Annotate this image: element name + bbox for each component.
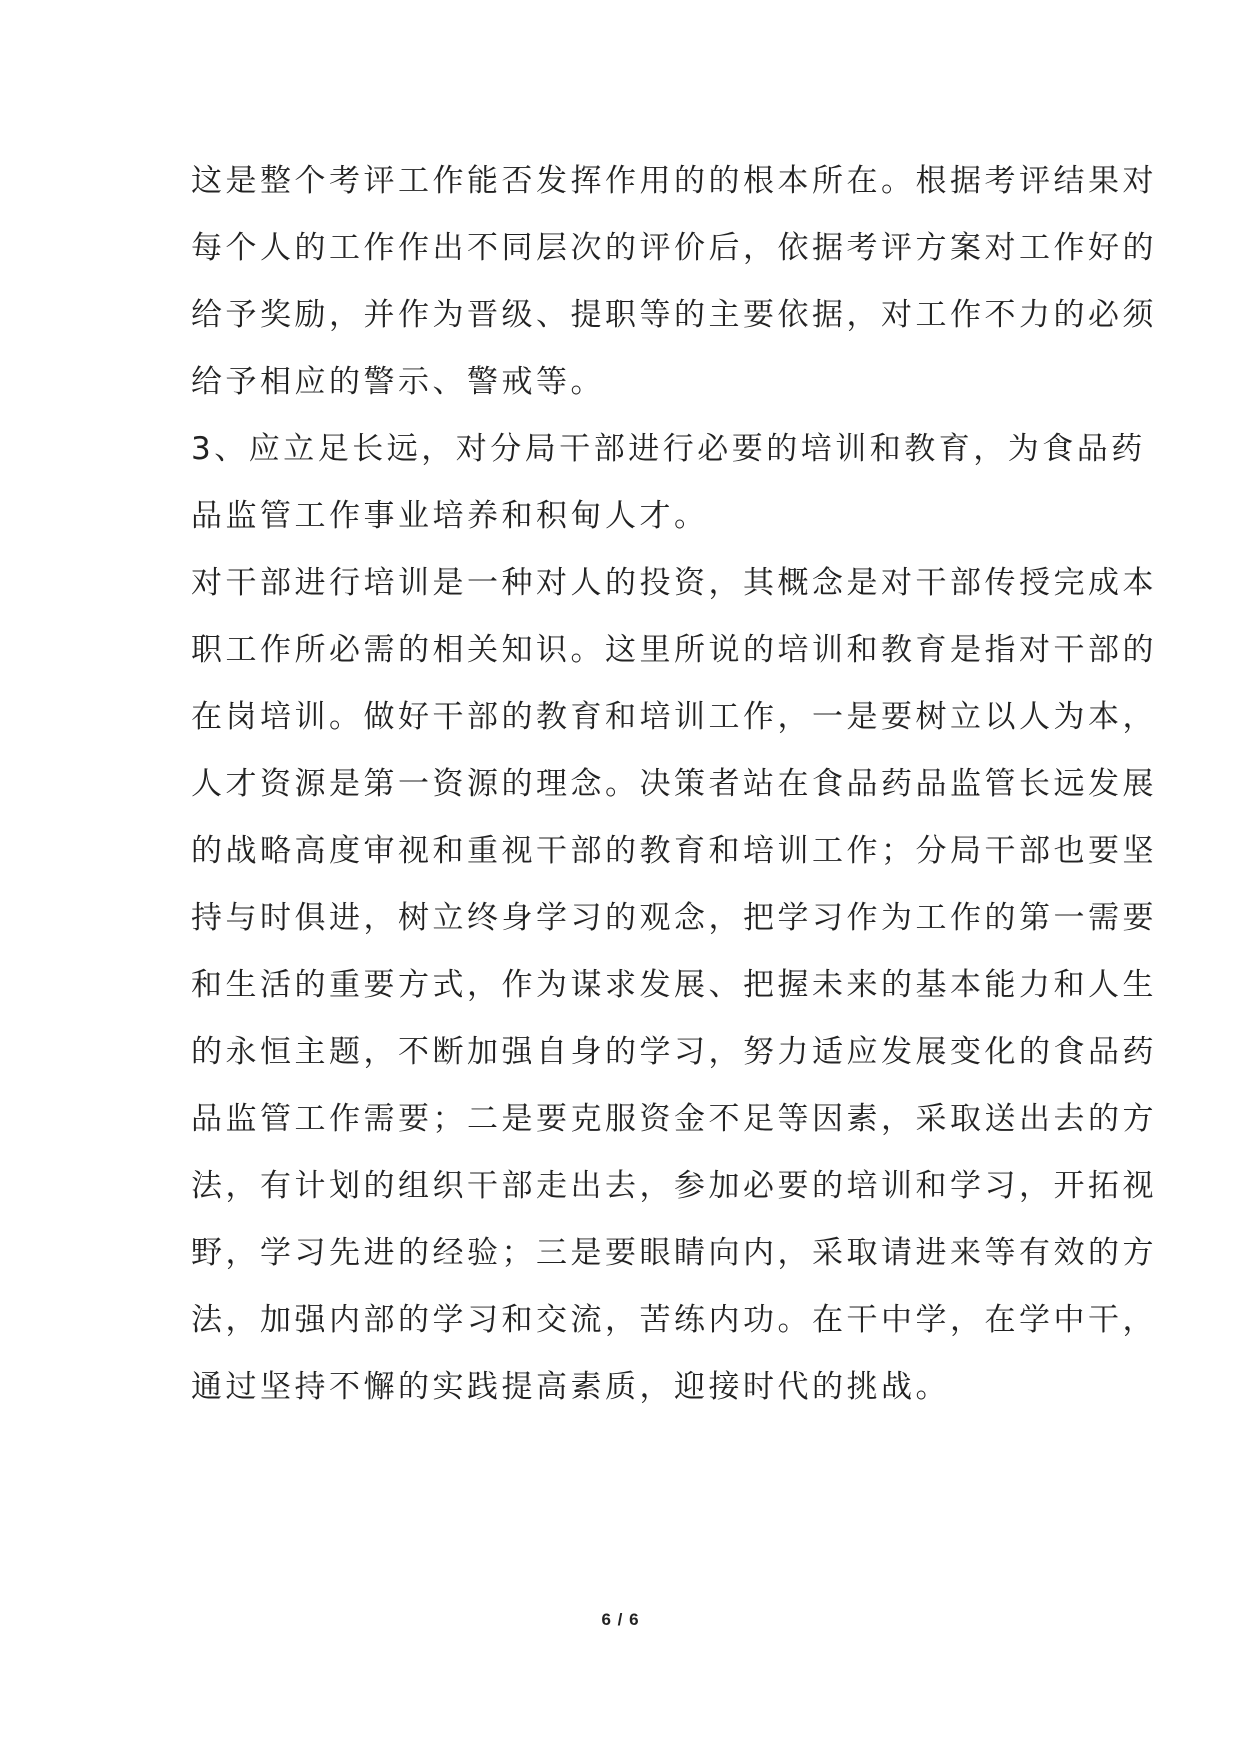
text-line: 法，加强内部的学习和交流，苦练内功。在干中学，在学中干， — [191, 1302, 1157, 1338]
text-line: 野，学习先进的经验；三是要眼睛向内，采取请进来等有效的方 — [191, 1235, 1157, 1271]
section-heading-line: 品监管工作事业培养和积甸人才。 — [191, 498, 709, 534]
text-line: 对干部进行培训是一种对人的投资，其概念是对干部传授完成本 — [191, 565, 1157, 601]
text-line: 职工作所必需的相关知识。这里所说的培训和教育是指对干部的 — [191, 632, 1157, 668]
text-line: 持与时俱进，树立终身学习的观念，把学习作为工作的第一需要 — [191, 900, 1157, 936]
text-line: 的永恒主题，不断加强自身的学习，努力适应发展变化的食品药 — [191, 1034, 1157, 1070]
text-line: 和生活的重要方式，作为谋求发展、把握未来的基本能力和人生 — [191, 967, 1157, 1003]
text-line: 的战略高度审视和重视干部的教育和培训工作；分局干部也要坚 — [191, 833, 1157, 869]
text-line: 品监管工作需要；二是要克服资金不足等因素，采取送出去的方 — [191, 1101, 1157, 1137]
text-line: 法，有计划的组织干部走出去，参加必要的培训和学习，开拓视 — [191, 1168, 1157, 1204]
text-line: 通过坚持不懈的实践提高素质，迎接时代的挑战。 — [191, 1369, 950, 1405]
text-line: 每个人的工作作出不同层次的评价后，依据考评方案对工作好的 — [191, 230, 1157, 266]
body-text — [191, 148, 1157, 1421]
section-heading-line: 3、应立足长远，对分局干部进行必要的培训和教育，为食品药 — [191, 431, 1146, 467]
text-line: 给予相应的警示、警戒等。 — [191, 364, 605, 400]
text-line: 这是整个考评工作能否发挥作用的的根本所在。根据考评结果对 — [191, 163, 1157, 199]
text-line: 给予奖励，并作为晋级、提职等的主要依据，对工作不力的必须 — [191, 297, 1157, 333]
page-number: 6 / 6 — [601, 1610, 640, 1629]
text-line: 人才资源是第一资源的理念。决策者站在食品药品监管长远发展 — [191, 766, 1157, 802]
text-line: 在岗培训。做好干部的教育和培训工作，一是要树立以人为本， — [191, 699, 1157, 735]
